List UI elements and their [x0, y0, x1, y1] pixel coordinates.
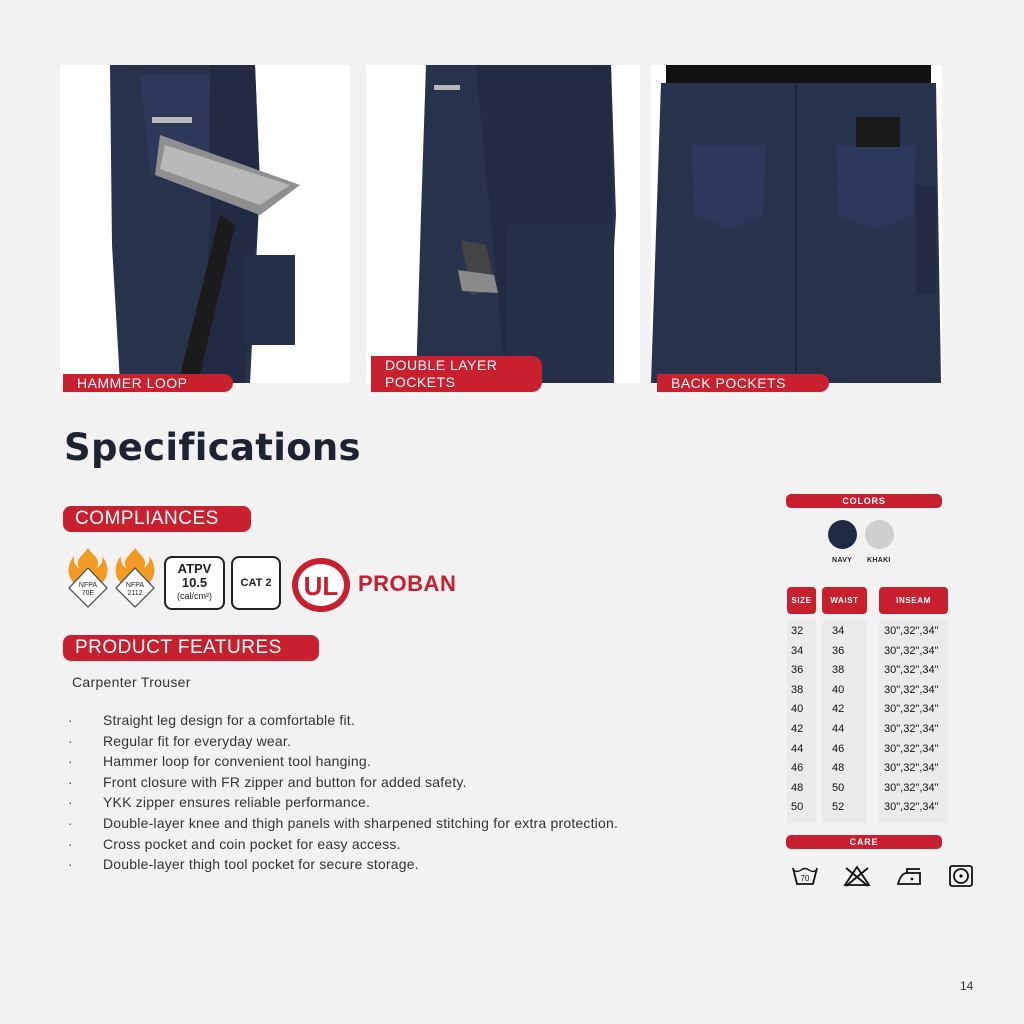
waist-cell: 38: [832, 664, 845, 677]
navy-swatch: [828, 520, 857, 549]
back-pockets-label: BACK POCKETS: [657, 374, 829, 392]
feature-list: [68, 710, 618, 875]
khaki-swatch: [865, 520, 894, 549]
flame-icon: [63, 546, 113, 609]
photo-hammer-loop: [60, 65, 350, 383]
feature-item: · Double-layer thigh tool pocket for secure storage.: [68, 854, 618, 875]
inseam-cell: 30",32",34": [884, 625, 939, 637]
size-cell: 36: [791, 664, 804, 677]
colors-heading: COLORS: [786, 494, 942, 508]
nfpa-70e-badge: [63, 546, 113, 609]
double-layer-pockets-image: [366, 65, 640, 383]
size-cell: 48: [791, 781, 804, 794]
nfpa-70e-line2: 70E: [81, 590, 95, 597]
hammer-loop-image: [60, 65, 350, 383]
care-heading: CARE: [786, 835, 942, 849]
no-bleach-icon: [843, 864, 871, 888]
proban-logo: PROBAN: [358, 571, 457, 596]
size-cell: 44: [791, 742, 804, 755]
waist-cell: 52: [832, 801, 845, 814]
inseam-cell: 30",32",34": [884, 801, 939, 814]
ul-logo: [290, 556, 352, 614]
ul-logo-text: UL: [303, 571, 339, 601]
waist-cell: 40: [832, 683, 845, 696]
inseam-cell: 30",32",34": [884, 703, 939, 716]
size-cell: 42: [791, 722, 804, 735]
nfpa-70e-line1: NFPA: [78, 582, 98, 589]
inseam-cell: 30",32",34": [884, 664, 939, 677]
double-layer-pockets-label: [371, 356, 542, 392]
inseam-column: [884, 622, 939, 818]
flame-icon: [110, 546, 160, 609]
inseam-column-header: INSEAM: [879, 587, 948, 614]
tumble-dry-icon: [947, 864, 975, 888]
photo-double-layer-pockets: [366, 65, 640, 383]
feature-item: · Double-layer knee and thigh panels with sharpened stitching for extra protection.: [68, 813, 618, 834]
size-cell: 46: [791, 762, 804, 775]
page-number: 14: [960, 979, 974, 993]
waist-cell: 42: [832, 703, 845, 716]
waist-cell: 46: [832, 742, 845, 755]
waist-cell: 50: [832, 781, 845, 794]
product-features-heading: PRODUCT FEATURES: [63, 635, 319, 661]
atpv-title: ATPV: [177, 561, 212, 576]
feature-item: · Front closure with FR zipper and button for added safety.: [68, 772, 618, 793]
feature-item: · Hammer loop for convenient tool hanging.: [68, 751, 618, 772]
inseam-cell: 30",32",34": [884, 644, 939, 657]
back-pockets-image: [651, 65, 942, 383]
nfpa-2112-line2: 2112: [127, 590, 143, 597]
size-cell: 38: [791, 683, 804, 696]
page-title: Specifications: [64, 426, 361, 469]
size-cell: 34: [791, 644, 804, 657]
waist-cell: 44: [832, 722, 845, 735]
double-layer-label-line1: DOUBLE LAYER: [385, 357, 498, 373]
atpv-badge: [164, 556, 225, 610]
wash-temp: 70: [800, 874, 810, 883]
compliances-heading: COMPLIANCES: [63, 506, 251, 532]
size-column: [791, 622, 803, 818]
waist-cell: 36: [832, 644, 845, 657]
inseam-cell: 30",32",34": [884, 781, 939, 794]
size-cell: 40: [791, 703, 804, 716]
inseam-cell: 30",32",34": [884, 742, 939, 755]
size-column-header: SIZE: [787, 587, 816, 614]
cat-2-badge: CAT 2: [231, 556, 281, 610]
photo-back-pockets: [651, 65, 942, 383]
inseam-cell: 30",32",34": [884, 722, 939, 735]
navy-label: NAVY: [832, 557, 853, 564]
size-cell: 32: [791, 625, 804, 637]
nfpa-2112-line1: NFPA: [125, 582, 145, 589]
inseam-cell: 30",32",34": [884, 762, 939, 775]
hammer-loop-label: HAMMER LOOP: [63, 374, 233, 392]
nfpa-2112-badge: [110, 546, 160, 609]
iron-icon: [895, 864, 923, 888]
waist-column-header: WAIST: [822, 587, 867, 614]
waist-cell: 34: [832, 625, 845, 637]
product-name: Carpenter Trouser: [72, 674, 191, 690]
double-layer-label-line2: POCKETS: [385, 374, 456, 390]
atpv-unit: (cal/cm²): [177, 591, 212, 601]
waist-cell: 48: [832, 762, 845, 775]
care-icons: [791, 864, 975, 888]
inseam-cell: 30",32",34": [884, 683, 939, 696]
waist-column: [832, 622, 844, 818]
waist-column-bg: [822, 620, 867, 823]
feature-item: · Cross pocket and coin pocket for easy access.: [68, 834, 618, 855]
khaki-label: KHAKI: [867, 557, 891, 564]
atpv-value: 10.5: [181, 575, 208, 590]
wash-70-icon: [791, 864, 819, 888]
feature-item: · Straight leg design for a comfortable fit.: [68, 710, 618, 731]
size-cell: 50: [791, 801, 804, 814]
feature-item: · YKK zipper ensures reliable performance.: [68, 792, 618, 813]
feature-item: · Regular fit for everyday wear.: [68, 731, 618, 752]
